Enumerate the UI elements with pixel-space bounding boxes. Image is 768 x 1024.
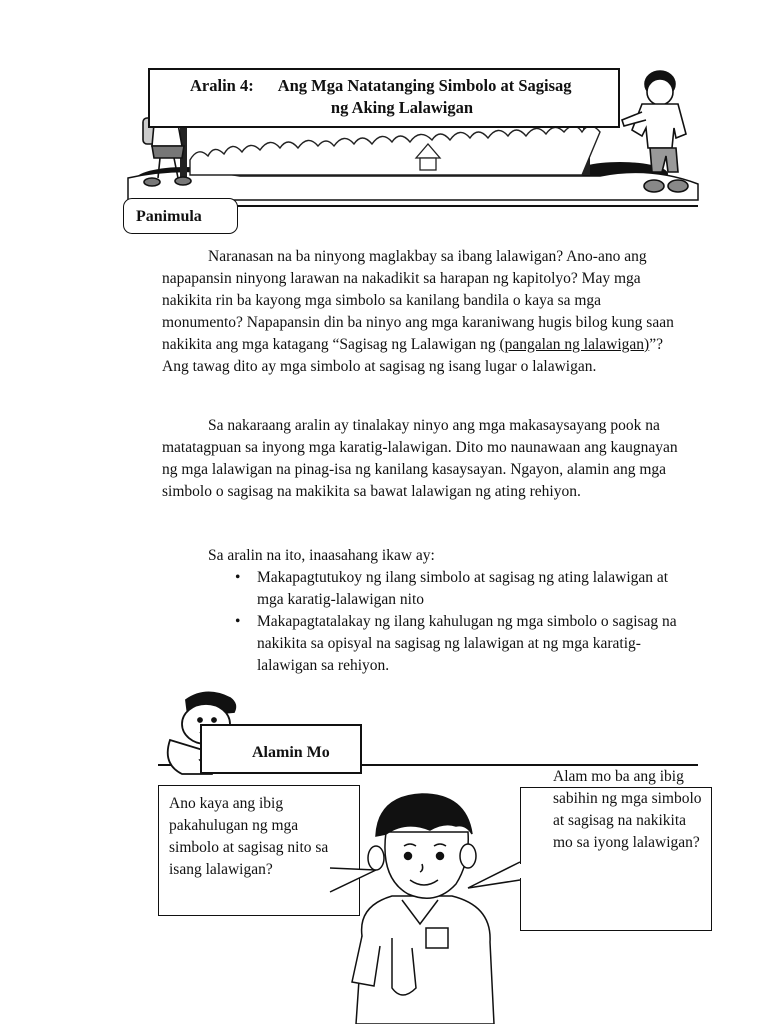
list-item [230,567,690,611]
section-label-alamin-mo [200,724,362,774]
alamin-mo-label: Alamin Mo [252,744,330,761]
section-label-panimula: Panimula [123,198,238,234]
objectives-intro [162,545,682,567]
bubble-right-text: Alam mo ba ang ibig sabihin ng mga simbolo at sagisag na nakikita mo sa iyong lalawigan? [553,768,702,851]
intro-text-b: ”? Ang tawag dito ay mga simbolo at sagisag ng isang lugar o lalawigan. [162,336,663,375]
intro-text-underlined: (pangalan ng lalawigan) [499,336,650,353]
bubble-left-text: Ano kaya ang ibig pakahulugan ng mga simbolo at sagisag nito sa isang lalawigan? [169,795,329,878]
list-item [230,611,690,677]
lesson-title-line1 [190,76,572,96]
review-text: Sa nakaraang aralin ay tinalakay ninyo ang mga makasaysayang pook na matatagpuan sa inyong mga karatig-lalawigan. Dito mo naunawaan ang kaugnayan ng mga lalawigan na pinag-isa ng kanilang kasaysayan. Ngayon, alamin ang mga simbolo o sagisag na makikita sa bawat lalawigan ng ating rehiyon. [162,417,678,500]
intro-paragraph [162,246,682,378]
lesson-title: Ang Mga Natatanging Simbolo at Sagisag [277,76,572,95]
objective-text: Makapagtutukoy ng ilang simbolo at sagisag ng ating lalawigan at mga karatig-lalawigan nito [257,569,669,608]
intro-text-a: Naranasan na ba ninyong maglakbay sa ibang lalawigan? Ano-ano ang napapansin ninyong larawan na nakadikit sa harapan ng kapitolyo? May mga nakikita rin ba kayong mga simbolo sa kanilang bandila o kaya sa mga monumento? Napapansin din ba ninyo ang mga karaniwang hugis bilog kung saan nakikita ang mga katagang “Sagisag ng Lalawigan ng [162,248,674,353]
speech-bubble-left [158,785,360,916]
lesson-title-banner [148,68,620,128]
objectives-list [230,567,690,677]
lesson-title-line2: ng Aking Lalawigan [330,98,474,117]
objective-text: Makapagtatalakay ng ilang kahulugan ng mga simbolo o sagisag na nakikita sa opisyal na sagisag ng lalawigan at ng mga karatig-lalawigan sa rehiyon. [257,613,677,674]
bullet-icon: • [235,569,241,586]
objectives-intro-text: Sa aralin na ito, inaasahang ikaw ay: [208,547,435,564]
lesson-number: Aralin 4: [190,76,254,95]
review-paragraph [162,415,682,503]
bullet-icon: • [235,613,241,630]
